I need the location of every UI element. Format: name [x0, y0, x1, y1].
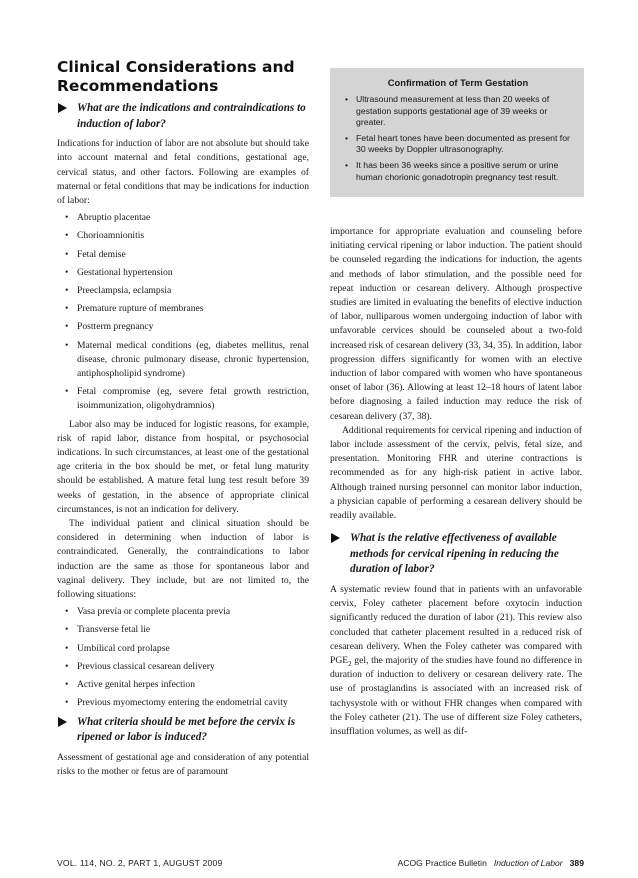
bullet-icon: • — [65, 230, 69, 242]
paragraph — [330, 583, 582, 739]
page-footer — [57, 856, 584, 870]
box-title: Confirmation of Term Gestation — [387, 77, 529, 88]
list-item — [57, 229, 309, 243]
list-item — [57, 284, 309, 298]
bullet-icon: • — [65, 624, 69, 636]
box-list-item — [342, 94, 574, 129]
list-item — [57, 696, 309, 710]
box-list — [342, 94, 574, 183]
list-item — [57, 211, 309, 225]
paragraph: Additional requirements for cervical ripening and induction of labor include assessment of the cervix, pelvis, fetal size, and presentation. Monitoring FHR and uterine contractions is recommended as for any high-risk patient in active labor. Although trained nursing personnel can monitor labor induction, a physician capable of performing a cesarean delivery should be readily available. — [330, 424, 582, 522]
list-item-text: Active genital herpes infection — [77, 679, 196, 691]
bullet-icon: • — [65, 266, 69, 278]
bullet-icon: • — [65, 303, 69, 315]
list-item-text: Umbilical cord prolapse — [77, 642, 170, 654]
box-list-item — [342, 133, 574, 156]
indications-list — [57, 211, 309, 413]
list-item-text: Previous myomectomy entering the endometrial cavity — [77, 697, 288, 709]
question-text: What criteria should be met before the cervix is ripened or labor is induced? — [77, 715, 296, 744]
list-item-text: Fetal demise — [77, 248, 126, 260]
bullet-icon: • — [65, 697, 69, 709]
question-criteria — [57, 715, 309, 746]
list-item — [57, 320, 309, 334]
footer-right — [398, 856, 584, 870]
paragraph: Assessment of gestational age and consideration of any potential risks to the mother or fetus are of paramount — [57, 751, 309, 777]
bullet-icon: • — [65, 212, 69, 224]
text-run: gel, the majority of the studies have found no difference in duration of induction to delivery or cesarean delivery rate. The use of prostaglandins is associated with an increased risk of tachysystole with or without FHR changes when compared with the Foley catheter (21). The use of different size Foley catheters, insufflation volumes, as well as dif- — [330, 655, 582, 738]
question-effectiveness — [330, 531, 582, 578]
bullet-icon: • — [65, 386, 69, 398]
list-item-text: Previous classical cesarean delivery — [77, 660, 215, 672]
list-item-text: Chorioamnionitis — [77, 230, 145, 242]
list-item — [57, 339, 309, 382]
box-item-text: Ultrasound measurement at less than 20 weeks of gestation supports gestational age of 39 weeks or greater. — [356, 94, 550, 128]
triangle-arrow-icon — [331, 533, 340, 543]
list-item-text: Preeclampsia, eclampsia — [77, 285, 172, 297]
paragraph: The individual patient and clinical situation should be considered in determining when induction of labor is contraindicated. Generally, the contraindications to labor induction are the same as those for spontaneous labor and vaginal delivery. They include, but are not limited to, the following situations: — [57, 518, 309, 601]
triangle-arrow-icon — [58, 103, 67, 113]
list-item-text: Fetal compromise (eg, severe fetal growth restriction, isoimmunization, oligohydramnios) — [77, 386, 309, 412]
paragraph: importance for appropriate evaluation and counseling before initiating cervical ripening or labor induction. The patient should be counseled regarding the indications for induction, the agents and methods of labor stimulation, and the possible need for repeat induction or cesarean delivery. Although prospective studies are limited in evaluating the benefits of elective induction of labor, nulliparous women undergoing induction of labor with unfavorable cervices should be counseled about a two-fold increased risk of cesarean delivery (33, 34, 35). In addition, labor progression differs significantly for women with an elective induction of labor compared with women who have spontaneous onset of labor (36). Allowing at least 12–18 hours of latent labor before diagnosing a failed induction may reduce the risk of cesarean delivery (37, 38). — [330, 226, 582, 422]
paragraph: Labor also may be induced for logistic reasons, for example, risk of rapid labor, distance from hospital, or psychosocial indications. In such circumstances, at least one of the gestational age criteria in the box should be met, or fetal lung maturity should be established. A mature fetal lung test result before 39 weeks of gestation, in the absence of appropriate clinical circumstances, is not an indication for delivery. — [57, 418, 309, 515]
bullet-icon: • — [65, 339, 69, 351]
footer-journal: ACOG Practice Bulletin — [397, 858, 487, 868]
list-item — [57, 248, 309, 262]
list-item-text: Premature rupture of membranes — [77, 303, 204, 315]
question-text: What are the indications and contraindications to induction of labor? — [77, 102, 306, 130]
text-run: A systematic review found that in patients with an unfavorable cervix, Foley catheter placement before oxytocin induction significantly reduced the duration of labor (21). This review also concluded that catheter placement resulted in a reduced risk of cesarean delivery. When the Foley catheter was compared with PGE — [330, 584, 582, 667]
list-item — [57, 678, 309, 692]
list-item — [57, 660, 309, 674]
list-item — [57, 266, 309, 280]
list-item — [57, 642, 309, 656]
list-item — [57, 385, 309, 413]
bullet-icon: • — [65, 642, 69, 654]
list-item-text: Abruptio placentae — [77, 212, 151, 224]
subscript: 2 — [348, 659, 352, 668]
question-indications — [57, 101, 309, 132]
list-item-text: Vasa previa or complete placenta previa — [77, 606, 231, 618]
bullet-icon: • — [65, 285, 69, 297]
right-column — [330, 225, 582, 739]
list-item — [57, 623, 309, 637]
contraindications-list — [57, 605, 309, 710]
bullet-icon: • — [65, 679, 69, 691]
left-column — [57, 58, 309, 779]
page-number: 389 — [569, 858, 584, 868]
footer-volume: VOL. 114, NO. 2, PART 1, AUGUST 2009 — [57, 858, 223, 868]
question-text: What is the relative effectiveness of available methods for cervical ripening in reducing the duration of labor? — [350, 532, 559, 576]
bullet-icon: • — [65, 660, 69, 672]
box-item-text: Fetal heart tones have been documented as present for 30 weeks by Doppler ultrasonography. — [356, 132, 570, 155]
term-gestation-box — [330, 68, 584, 197]
bullet-icon: • — [345, 159, 349, 170]
bullet-icon: • — [65, 248, 69, 260]
list-item-text: Maternal medical conditions (eg, diabetes mellitus, renal disease, chronic pulmonary disease, chronic hypertension, antiphospholipid syndrome) — [77, 339, 309, 380]
bullet-icon: • — [345, 94, 349, 104]
box-item-text: It has been 36 weeks since a positive serum or urine human chorionic gonadotropin pregnancy test result. — [356, 159, 559, 182]
list-item-text: Gestational hypertension — [77, 266, 173, 278]
triangle-arrow-icon — [58, 717, 67, 727]
section-heading: Clinical Considerations and Recommendations — [57, 58, 295, 95]
paragraph: Indications for induction of labor are not absolute but should take into account maternal and fetal conditions, gestational age, cervical status, and other factors. Following are examples of maternal or fetal conditions that may be indications for induction of labor: — [57, 138, 309, 206]
box-list-item — [342, 160, 574, 183]
list-item — [57, 302, 309, 316]
bullet-icon: • — [65, 606, 69, 618]
bullet-icon: • — [345, 132, 349, 143]
list-item-text: Transverse fetal lie — [77, 624, 151, 636]
bullet-icon: • — [65, 321, 69, 333]
list-item — [57, 605, 309, 619]
footer-title: Induction of Labor — [493, 858, 563, 868]
list-item-text: Postterm pregnancy — [77, 321, 154, 333]
